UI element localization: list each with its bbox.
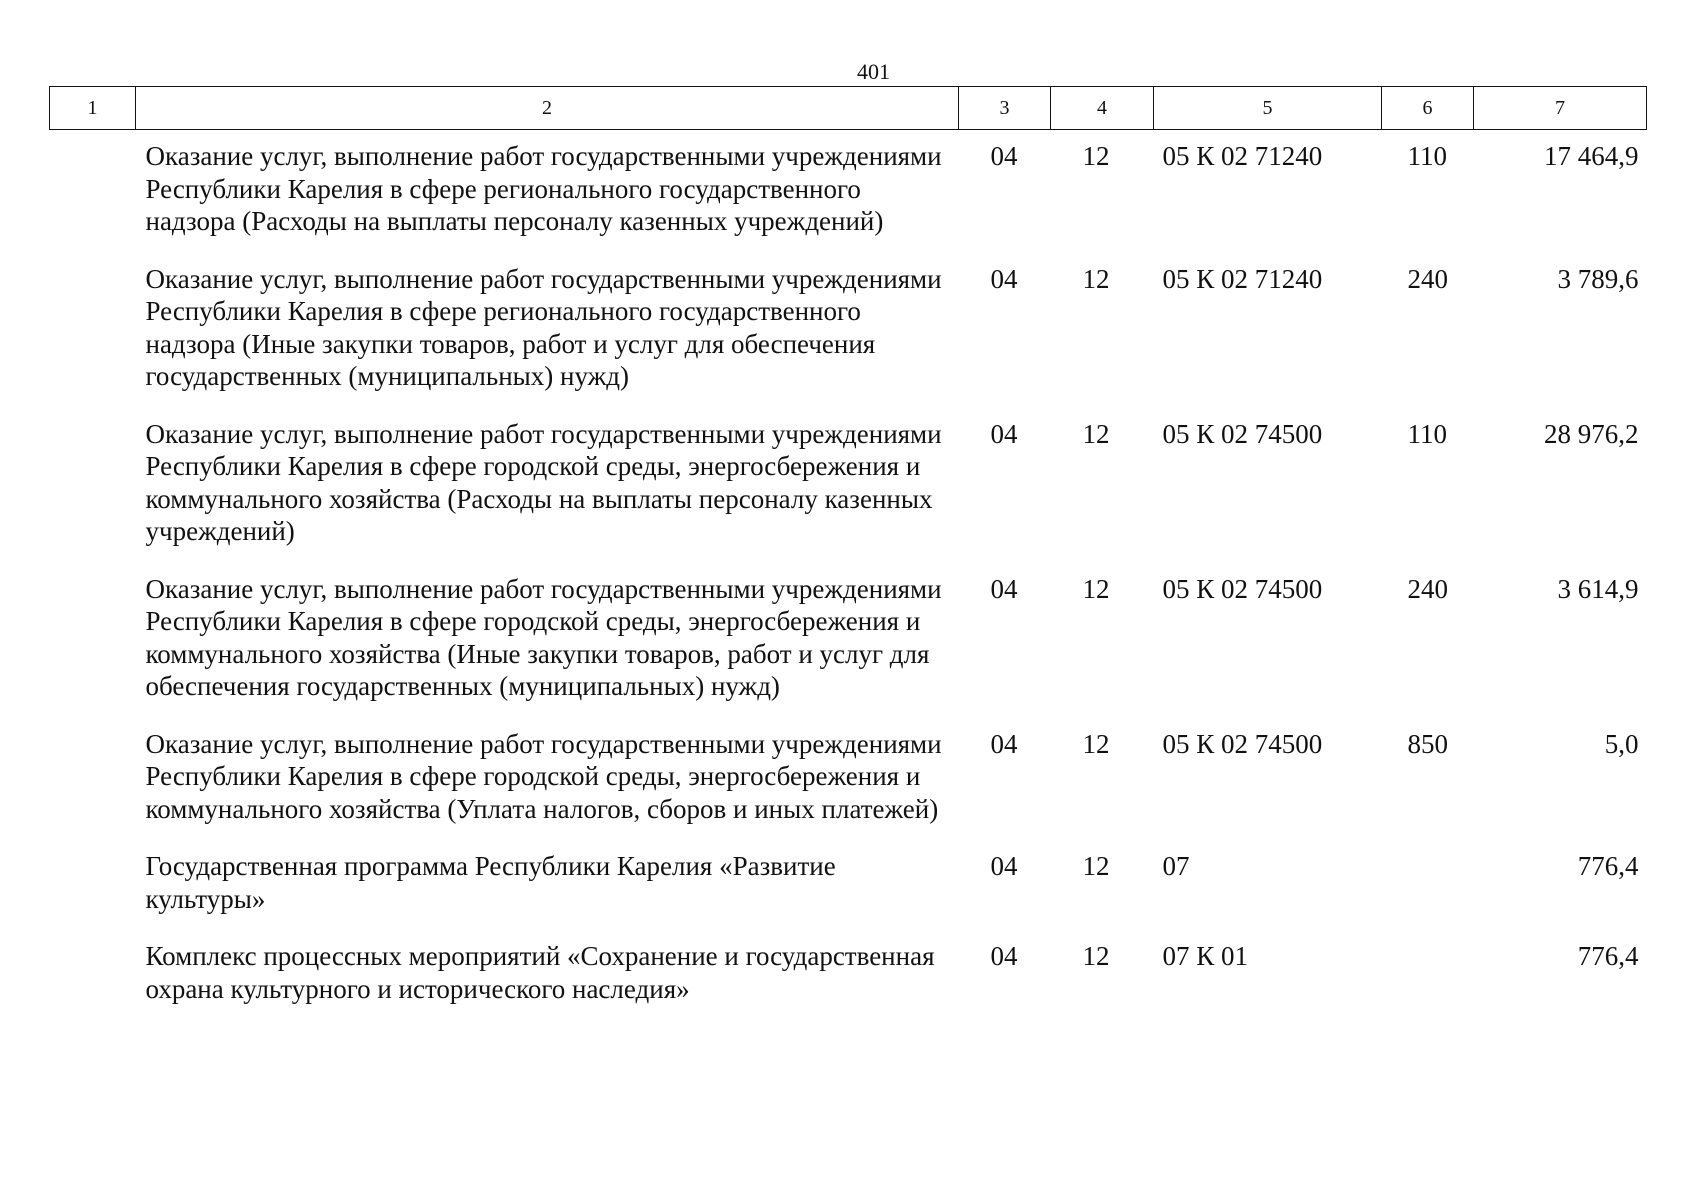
row-amount: 5,0 xyxy=(1604,728,1639,759)
table-row xyxy=(50,930,1647,1020)
row-name: Оказание услуг, выполнение работ государственными учреждениями Республики Карелия в сфере городской среды, энергосбережения и коммунального хозяйства (Уплата налогов, сборов и иных платежей) xyxy=(145,728,942,824)
table-row xyxy=(50,130,1647,253)
row-name: Комплекс процессных мероприятий «Сохранение и государственная охрана культурного и исторического наследия» xyxy=(145,941,935,1004)
header-col-1: 1 xyxy=(50,87,136,130)
row-expense-type: 110 xyxy=(1407,141,1447,171)
row-section: 04 xyxy=(990,851,1018,881)
row-target-article: 05 К 02 71240 xyxy=(1162,263,1323,294)
row-number xyxy=(50,840,136,930)
row-expense-type: 110 xyxy=(1407,418,1447,449)
row-name: Оказание услуг, выполнение работ государственными учреждениями Республики Карелия в сфере городской среды, энергосбережения и коммунального хозяйства (Расходы на выплаты персоналу казенных учреждений) xyxy=(145,418,942,546)
row-section: 04 xyxy=(990,263,1018,294)
row-name: Оказание услуг, выполнение работ государственными учреждениями Республики Карелия в сфере городской среды, энергосбережения и коммунального хозяйства (Иные закупки товаров, работ и услуг для обеспечения государственных (муниципальных) нужд) xyxy=(145,573,942,701)
page-number: 401 xyxy=(857,59,890,84)
row-section: 04 xyxy=(990,941,1018,971)
header-col-4: 4 xyxy=(1051,87,1154,130)
row-subsection: 12 xyxy=(1082,263,1110,294)
row-expense-type: 240 xyxy=(1407,573,1448,604)
row-number xyxy=(50,718,136,841)
row-amount: 3 614,9 xyxy=(1557,573,1639,604)
row-name: Государственная программа Республики Карелия «Развитие культуры» xyxy=(145,851,836,914)
header-col-7: 7 xyxy=(1474,87,1647,130)
row-section: 04 xyxy=(990,418,1018,449)
row-target-article: 07 xyxy=(1162,851,1190,881)
table-row xyxy=(50,840,1647,930)
row-subsection: 12 xyxy=(1082,141,1110,171)
row-target-article: 07 К 01 xyxy=(1162,941,1249,971)
row-subsection: 12 xyxy=(1082,418,1110,449)
header-col-2: 2 xyxy=(136,87,959,130)
row-number xyxy=(50,930,136,1020)
row-expense-type: 240 xyxy=(1407,263,1448,294)
table-row xyxy=(50,563,1647,718)
header-row xyxy=(50,87,1647,130)
row-amount: 28 976,2 xyxy=(1544,418,1639,449)
row-number xyxy=(50,408,136,563)
row-amount: 776,4 xyxy=(1577,941,1639,971)
row-target-article: 05 К 02 74500 xyxy=(1162,418,1323,449)
table-header xyxy=(50,87,1647,130)
row-subsection: 12 xyxy=(1082,728,1110,759)
row-number xyxy=(50,130,136,253)
table-body xyxy=(50,130,1647,1021)
row-subsection: 12 xyxy=(1082,573,1110,604)
table-row xyxy=(50,408,1647,563)
row-target-article: 05 К 02 74500 xyxy=(1162,728,1323,759)
row-amount: 17 464,9 xyxy=(1544,141,1639,171)
row-section: 04 xyxy=(990,141,1018,171)
row-subsection: 12 xyxy=(1082,941,1110,971)
row-number xyxy=(50,563,136,718)
row-expense-type xyxy=(1382,930,1474,1020)
table-row xyxy=(50,253,1647,408)
row-expense-type: 850 xyxy=(1407,728,1448,759)
header-col-6: 6 xyxy=(1382,87,1474,130)
budget-table xyxy=(49,86,1647,1020)
row-target-article: 05 К 02 71240 xyxy=(1162,141,1323,171)
row-section: 04 xyxy=(990,728,1018,759)
row-name: Оказание услуг, выполнение работ государственными учреждениями Республики Карелия в сфере регионального государственного надзора (Иные закупки товаров, работ и услуг для обеспечения государственных (муниципальных) нужд) xyxy=(145,263,942,391)
table-row xyxy=(50,718,1647,841)
row-subsection: 12 xyxy=(1082,851,1110,881)
header-col-3: 3 xyxy=(959,87,1051,130)
row-number xyxy=(50,253,136,408)
row-name: Оказание услуг, выполнение работ государственными учреждениями Республики Карелия в сфере регионального государственного надзора (Расходы на выплаты персоналу казенных учреждений) xyxy=(145,141,942,236)
row-amount: 776,4 xyxy=(1577,851,1639,881)
header-col-5: 5 xyxy=(1154,87,1382,130)
row-section: 04 xyxy=(990,573,1018,604)
row-expense-type xyxy=(1382,840,1474,930)
row-target-article: 05 К 02 74500 xyxy=(1162,573,1323,604)
row-amount: 3 789,6 xyxy=(1557,263,1639,294)
